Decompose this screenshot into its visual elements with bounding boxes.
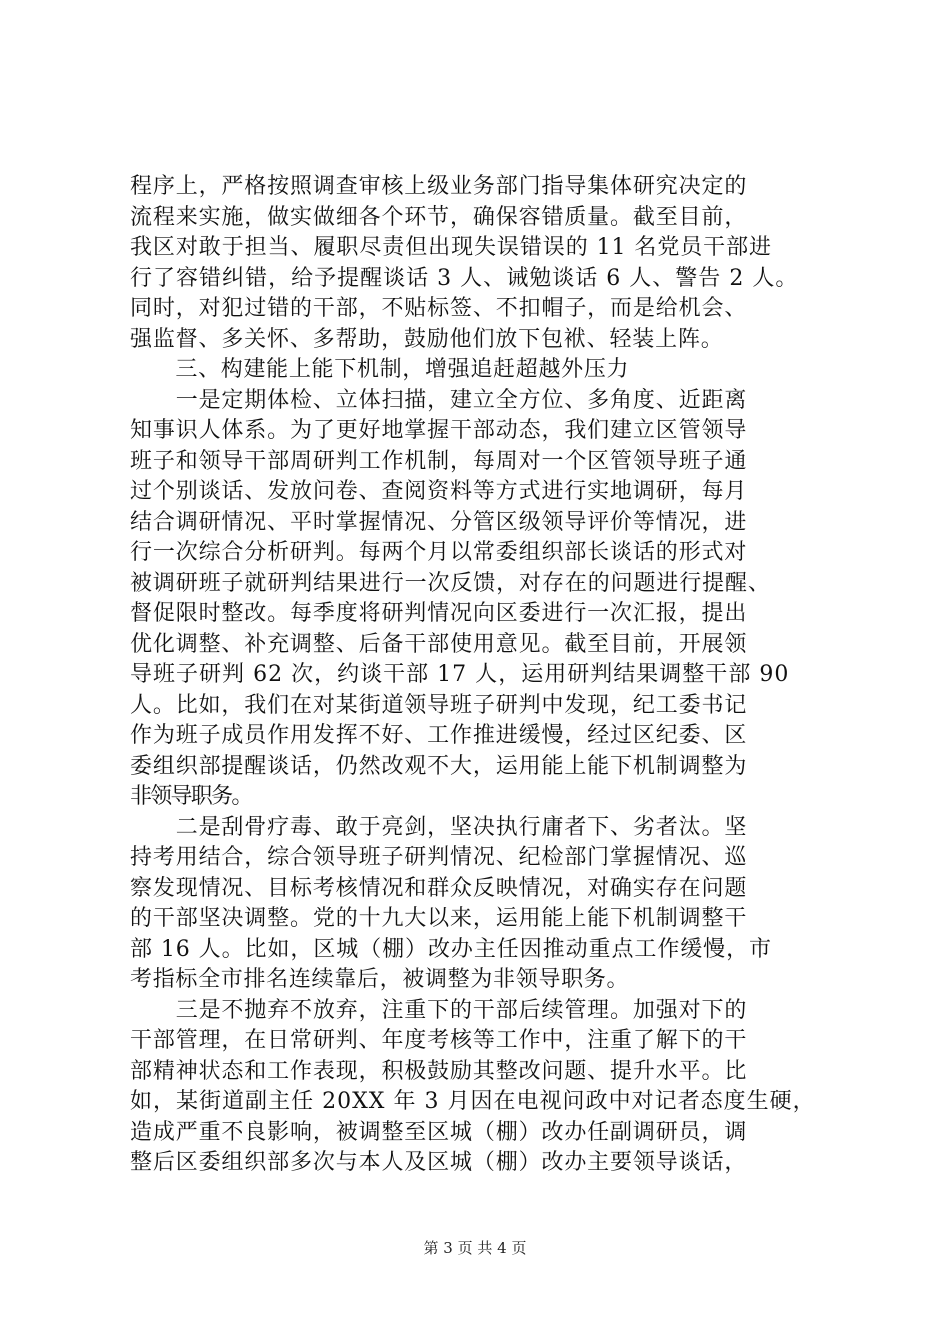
- text-line: 持考用结合，综合领导班子研判情况、纪检部门掌握情况、巡: [130, 845, 748, 870]
- body-text: [130, 172, 850, 1179]
- text-line: 部 16 人。比如，区城（棚）改办主任因推动重点工作缓慢，市: [130, 936, 772, 962]
- text-line: 强监督、多关怀、多帮助，鼓励他们放下包袱、轻装上阵。: [130, 326, 724, 352]
- text-line: 三、构建能上能下机制，增强追赶超越外压力: [130, 357, 630, 382]
- text-line: 人。比如，我们在对某街道领导班子研判中发现，纪工委书记: [130, 692, 748, 718]
- text-line: 导班子研判 62 次，约谈干部 17 人，运用研判结果调整干部 90: [130, 662, 790, 687]
- text-line: 程序上，严格按照调查审核上级业务部门指导集体研究决定的: [130, 174, 748, 199]
- text-line: 二是刮骨疗毒、敢于亮剑，坚决执行庸者下、劣者汰。坚: [130, 814, 748, 840]
- text-line: 察发现情况、目标考核情况和群众反映情况，对确实存在问题: [130, 875, 748, 901]
- text-line: 优化调整、补充调整、后备干部使用意见。截至目前，开展领: [130, 631, 748, 657]
- text-line: 非领导职务。: [130, 784, 252, 809]
- text-line: 同时，对犯过错的干部，不贴标签、不扣帽子，而是给机会、: [130, 296, 748, 321]
- text-line: 三是不抛弃不放弃，注重下的干部后续管理。加强对下的: [130, 997, 748, 1023]
- text-line: 知事识人体系。为了更好地掌握干部动态，我们建立区管领导: [130, 418, 748, 443]
- text-line: 造成严重不良影响，被调整至区城（棚）改办任副调研员，调: [130, 1119, 748, 1145]
- text-line: 一是定期体检、立体扫描，建立全方位、多角度、近距离: [130, 387, 748, 413]
- text-line: 我区对敢于担当、履职尽责但出现失误错误的 11 名党员干部进: [130, 235, 772, 260]
- text-line: 班子和领导干部周研判工作机制，每周对一个区管领导班子通: [130, 448, 748, 474]
- text-line: 被调研班子就研判结果进行一次反馈，对存在的问题进行提醒、: [130, 570, 771, 596]
- text-line: 如，某街道副主任 20XX 年 3 月因在电视问政中对记者态度生硬，: [130, 1089, 816, 1114]
- text-line: 行一次综合分析研判。每两个月以常委组织部长谈话的形式对: [130, 540, 748, 565]
- text-line: 结合调研情况、平时掌握情况、分管区级领导评价等情况，进: [130, 509, 748, 535]
- text-line: 过个别谈话、发放问卷、查阅资料等方式进行实地调研，每月: [130, 479, 748, 504]
- text-line: 委组织部提醒谈话，仍然改观不大，运用能上能下机制调整为: [130, 753, 748, 779]
- text-line: 部精神状态和工作表现，积极鼓励其整改问题、提升水平。比: [130, 1058, 748, 1084]
- text-line: 流程来实施，做实做细各个环节，确保容错质量。截至目前，: [130, 204, 748, 230]
- page-footer: 第 3 页 共 4 页: [423, 1239, 527, 1257]
- text-line: 干部管理，在日常研判、年度考核等工作中，注重了解下的干: [130, 1028, 748, 1053]
- text-line: 整后区委组织部多次与本人及区城（棚）改办主要领导谈话，: [130, 1150, 748, 1175]
- text-line: 作为班子成员作用发挥不好、工作推进缓慢，经过区纪委、区: [130, 723, 748, 748]
- text-line: 考指标全市排名连续靠后，被调整为非领导职务。: [130, 967, 630, 992]
- text-line: 行了容错纠错，给予提醒谈话 3 人、诫勉谈话 6 人、警告 2 人。: [130, 265, 799, 291]
- text-line: 督促限时整改。每季度将研判情况向区委进行一次汇报，提出: [130, 601, 748, 626]
- text-line: 的干部坚决调整。党的十九大以来，运用能上能下机制调整干: [130, 906, 748, 931]
